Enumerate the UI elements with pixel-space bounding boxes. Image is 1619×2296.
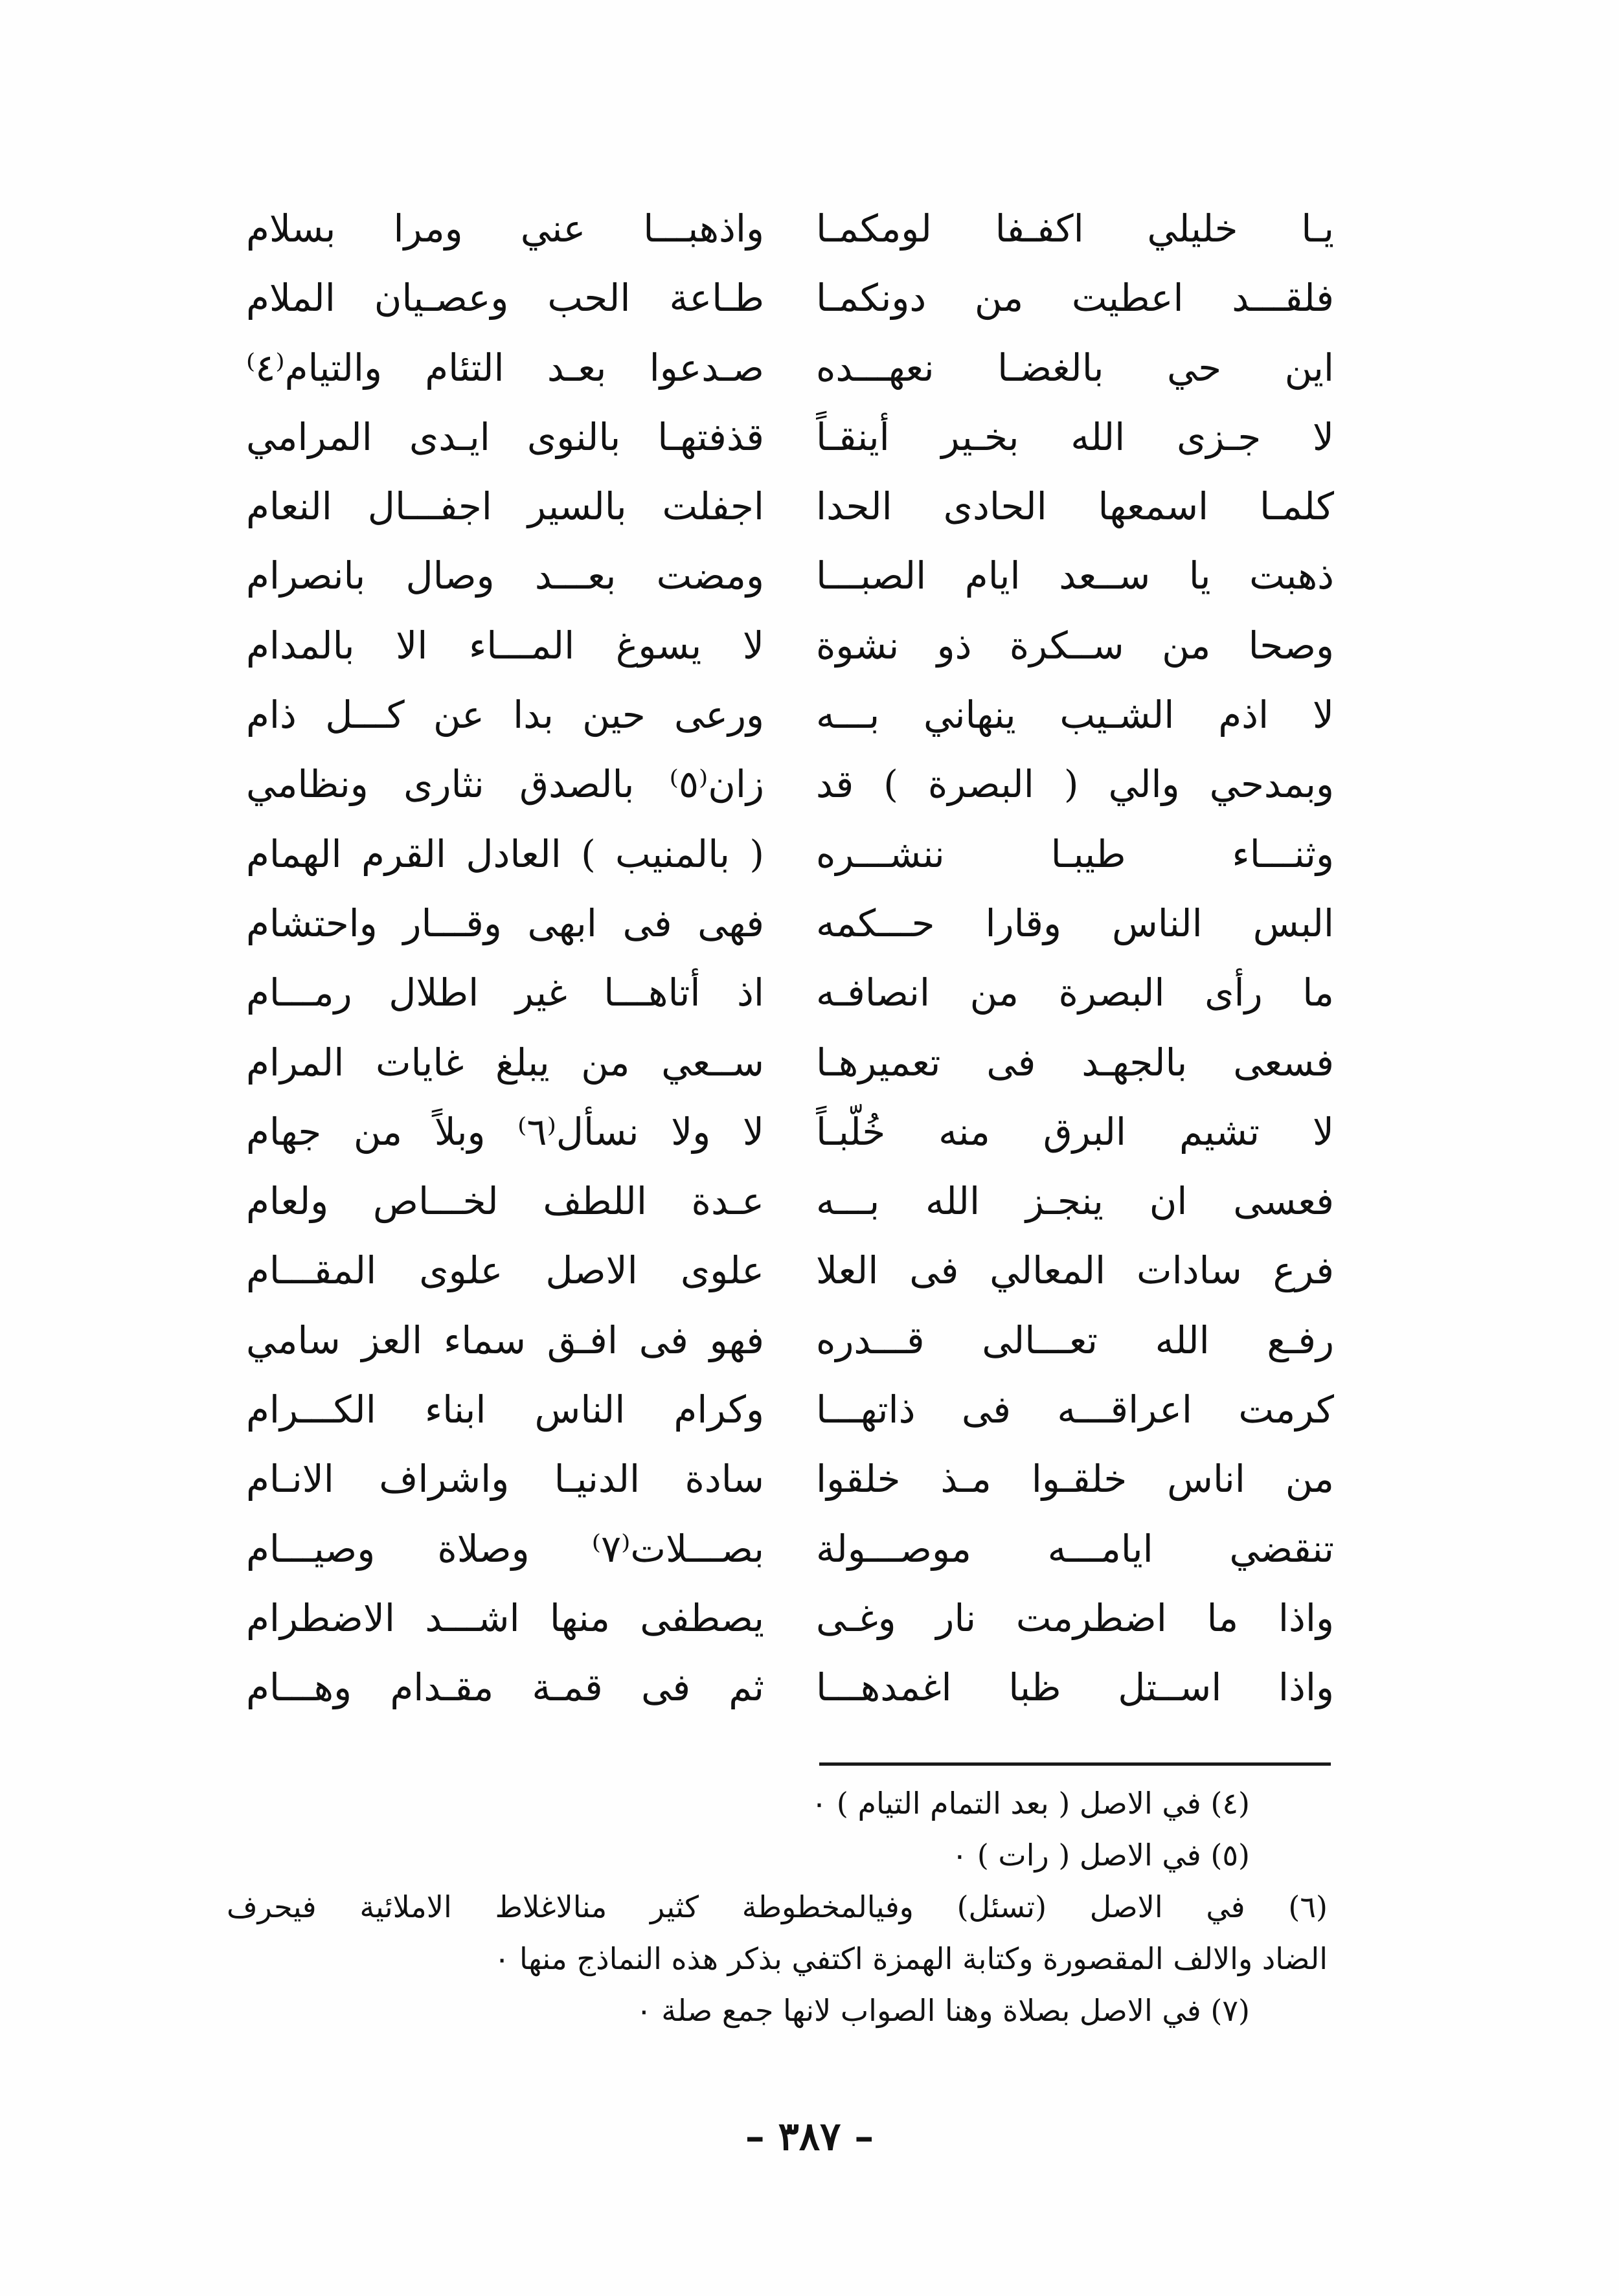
- verse-left-line-17: فهو فى افـق سماء العز سامي: [246, 1318, 764, 1362]
- verse-left-line-9: زان⁽٥⁾ بالصدق نثارى ونظامي: [246, 762, 764, 807]
- verse-right-line-20: تنقضي ايامـــه موصـــولة: [816, 1526, 1334, 1571]
- verse-right-line-9: وبمدحي والي ( البصرة ) قد: [816, 762, 1334, 807]
- poem-left-column: [246, 194, 764, 1722]
- verse-left-line-11: فهى فى ابهى وقـــار واحتشام: [246, 901, 764, 945]
- verse-left-line-10: ( بالمنيب ) العادل القرم الهمام: [246, 831, 764, 876]
- verse-left-line-22: ثم فى قمـة مقـدام وهـــام: [246, 1665, 764, 1710]
- footnote-6-continuation: الضاد والالف المقصورة وكتابة الهمزة اكتفي بذكر هذه النماذج منها ٠: [493, 1941, 1328, 1976]
- verse-left-line-5: اجفلت بالسير اجفـــال النعام: [246, 484, 764, 529]
- verse-left-line-6: ومضت بعـــد وصال بانصرام: [246, 554, 764, 598]
- footnotes: [227, 1777, 1328, 2036]
- verse-left-line-2: طـاعة الحب وعصـيان الملام: [246, 276, 764, 321]
- footnote-4: (٤) في الاصل ( بعد التمام التيام ) ٠: [811, 1786, 1250, 1821]
- verse-left-line-13: ســعي من يبلغ غايات المرام: [246, 1040, 764, 1085]
- verse-left-line-21: يصطفى منها اشـــد الاضطرام: [246, 1595, 764, 1640]
- verse-left-line-1: واذهبـــا عني ومرا بسلام: [246, 207, 764, 251]
- verse-left-line-16: علوى الاصل علوى المقـــام: [246, 1248, 764, 1293]
- footnote-divider: [819, 1762, 1331, 1766]
- verse-right-line-6: ذهبت يا ســعد ايام الصبـــا: [816, 554, 1334, 598]
- verse-right-line-17: رفـع الله تعـــالى قـــدره: [816, 1318, 1334, 1362]
- page-number: – ٣٨٧ –: [745, 2114, 874, 2159]
- footnote-5: (٥) في الاصل ( رات ) ٠: [951, 1838, 1250, 1873]
- verse-right-line-11: البس الناس وقارا حـــكمه: [816, 901, 1334, 945]
- verse-right-line-7: وصحا من ســكرة ذو نشوة: [816, 623, 1334, 668]
- verse-left-line-18: وكرام الناس ابناء الكـــرام: [246, 1388, 764, 1432]
- verse-left-line-8: ورعى حين بدا عن كـــل ذام: [246, 693, 764, 737]
- verse-right-line-2: فلقـــد اعطيت من دونكمـا: [816, 276, 1334, 321]
- verse-right-line-21: واذا ما اضطرمت نار وغـى: [816, 1595, 1334, 1640]
- verse-right-line-12: ما رأى البصرة من انصافـه: [816, 971, 1334, 1015]
- verse-right-line-3: اين حي بالغضـا نعهـــده: [816, 345, 1334, 390]
- verse-right-line-14: لا تشيم البرق منه خُلّبـاً: [816, 1109, 1334, 1154]
- verse-right-line-15: فعسى ان ينجـز الله بـــه: [816, 1179, 1334, 1224]
- footnote-7: (٧) في الاصل بصلاة وهنا الصواب لانها جمع صلة ٠: [635, 1993, 1250, 2028]
- poem: [246, 194, 1334, 1722]
- verse-right-line-22: واذا اســتل ظبا اغمدهـــا: [816, 1665, 1334, 1710]
- verse-left-line-20: بصـــلات⁽٧⁾ وصلاة وصيـــام: [246, 1526, 764, 1571]
- verse-right-line-1: يـا خليلي اكفـفا لومكمـا: [816, 207, 1334, 251]
- footnote-6: (٦) في الاصل (تسئل) وفيالمخطوطة كثير منالاغلاط الاملائية فيحرف: [227, 1889, 1328, 1924]
- verse-right-line-16: فرع سادات المعالي فى العلا: [816, 1248, 1334, 1293]
- verse-right-line-4: لا جـزى الله بخـير أينقـاً: [816, 414, 1334, 459]
- verse-left-line-19: سادة الدنيـا واشراف الانـام: [246, 1457, 764, 1502]
- verse-left-line-7: لا يسوغ المـــاء الا بالمدام: [246, 623, 764, 668]
- verse-left-line-12: اذ أتاهـــا غير اطلال رمـــام: [246, 971, 764, 1015]
- verse-left-line-4: قذفتهـا بالنوى ايـدى المرامي: [246, 414, 764, 459]
- verse-left-line-3: صـدعوا بعـد التئام والتيام⁽٤⁾: [246, 345, 764, 390]
- poem-right-column: [816, 194, 1334, 1722]
- verse-right-line-18: كرمت اعراقـــه فى ذاتهـــا: [816, 1388, 1334, 1432]
- verse-right-line-5: كلمـا اسمعها الحادى الحدا: [816, 484, 1334, 529]
- verse-right-line-13: فسعى بالجهـد فى تعميرهـا: [816, 1040, 1334, 1085]
- verse-right-line-10: وثنـــاء طيبـا ننشـــره: [816, 831, 1334, 876]
- verse-right-line-19: من اناس خلقـوا مـذ خلقوا: [816, 1457, 1334, 1502]
- verse-right-line-8: لا اذم الشـيب ينهاني بـــه: [816, 693, 1334, 737]
- verse-left-line-14: لا ولا نسأل⁽٦⁾ وبلاً من جهام: [246, 1109, 764, 1154]
- verse-left-line-15: عـدة اللطف لخـــاص ولعام: [246, 1179, 764, 1224]
